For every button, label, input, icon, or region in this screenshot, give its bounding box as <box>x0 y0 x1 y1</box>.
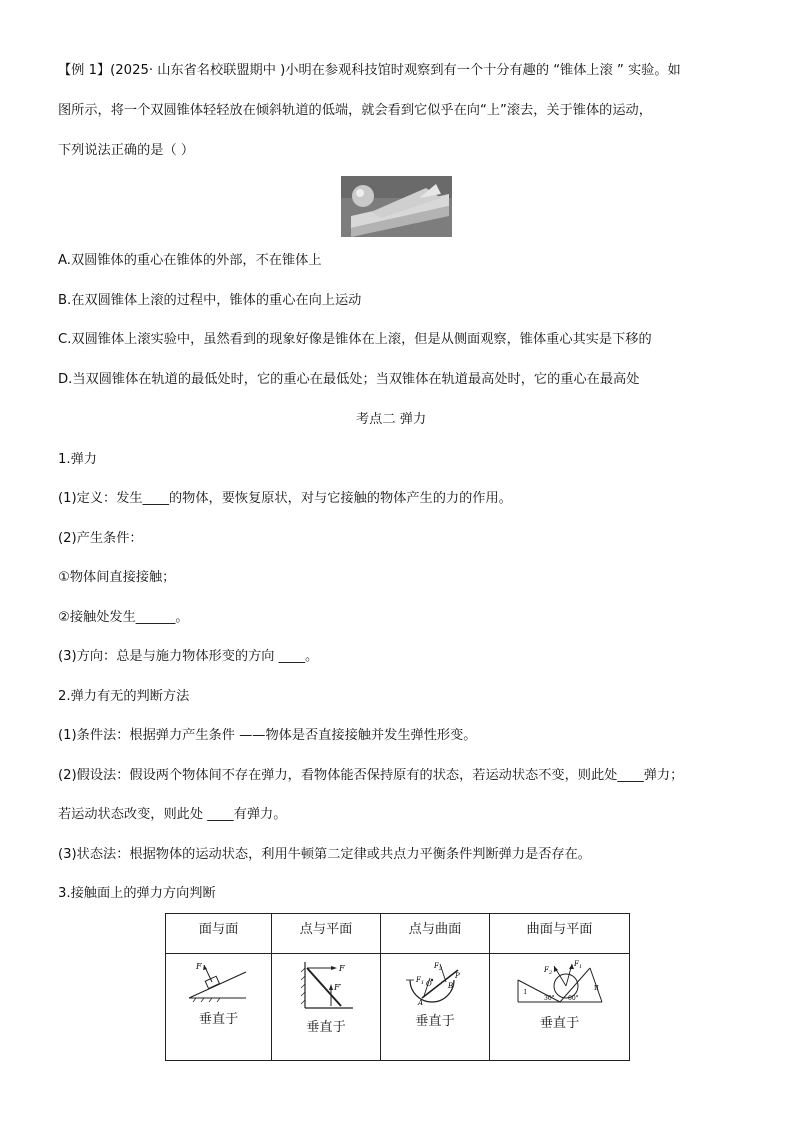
cone-experiment-photo <box>341 176 452 237</box>
force-label-f2: F <box>434 962 439 970</box>
angle-label-30: 30° <box>543 995 555 1002</box>
caption-point-curve: 垂直于 <box>415 1014 455 1029</box>
method-state: (3)状态法：根据物体的运动状态，利用牛顿第二定律或共点力平衡条件判断弹力是否存在。 <box>58 847 591 862</box>
force-label-f1: F <box>573 960 579 968</box>
cell-curve-plane <box>490 954 630 1061</box>
section-title: 考点二 弹力 <box>356 412 427 427</box>
point-label-o: O <box>426 980 432 988</box>
condition-2: ②接触处发生______。 <box>58 610 189 625</box>
example-line-2: 图所示，将一个双圆锥体轻轻放在倾斜轨道的低端，就会看到它似乎在向“上”滚去，关于锥体的运动， <box>58 103 652 118</box>
force-label-sub1: 1 <box>421 980 425 986</box>
force-label-f: F <box>339 964 345 973</box>
example-line-1: 【例 1】(2025· 山东省名校联盟期中 )小明在参观科技馆时观察到有一个十分有趣的 “锥体上滚 ” 实验。如 <box>58 63 681 78</box>
force-label-sub1: 1 <box>578 964 582 970</box>
cell-surface-surface <box>166 954 272 1061</box>
region-label-2: II <box>593 985 599 992</box>
caption-point-plane: 垂直于 <box>306 1020 346 1035</box>
heading-direction-judgment: 3.接触面上的弹力方向判断 <box>58 886 216 901</box>
option-c: C.双圆锥体上滚实验中，虽然看到的现象好像是锥体在上滚，但是从侧面观察，锥体重心其实是下移的 <box>58 332 652 347</box>
force-label-fprime: F′ <box>334 983 342 992</box>
definition-text: (1)定义：发生____的物体，要恢复原状，对与它接触的物体产生的力的作用。 <box>58 491 512 506</box>
heading-elastic-force: 1.弹力 <box>58 452 97 467</box>
force-label-f: F <box>195 962 202 971</box>
point-label-a: A <box>418 999 424 1006</box>
cell-point-plane <box>272 954 381 1061</box>
direction-text: (3)方向：总是与施力物体形变的方向 ____。 <box>58 649 319 664</box>
force-label-sub2: 2 <box>548 970 552 976</box>
ball-in-wedge-figure <box>514 960 606 1008</box>
condition-1: ①物体间直接接触； <box>58 570 176 585</box>
heading-judgment-methods: 2.弹力有无的判断方法 <box>58 689 190 704</box>
caption-curve-plane: 垂直于 <box>539 1016 580 1031</box>
option-b: B.在双圆锥体上滚的过程中，锥体的重心在向上运动 <box>58 293 362 308</box>
method-assumption-2: 若运动状态改变，则此处 ____有弹力。 <box>58 807 287 822</box>
header-point-plane: 点与平面 <box>272 914 381 954</box>
example-line-3: 下列说法正确的是（ ） <box>58 143 195 158</box>
cell-point-curve <box>381 954 490 1061</box>
header-curve-plane: 曲面与平面 <box>490 914 630 954</box>
region-label-1: I <box>523 989 526 996</box>
point-label-b: B <box>448 982 454 990</box>
method-condition: (1)条件法：根据弹力产生条件 ——物体是否直接接触并发生弹性形变。 <box>58 728 477 743</box>
option-a: A.双圆锥体的重心在锥体的外部，不在锥体上 <box>58 253 322 268</box>
conditions-heading: (2)产生条件： <box>58 531 143 546</box>
force-label-f1: F <box>416 976 421 984</box>
angle-label-60: 60° <box>567 995 579 1002</box>
point-label-p: P <box>455 972 460 980</box>
caption-surface-surface: 垂直于 <box>198 1012 239 1027</box>
rod-against-wall-figure <box>291 960 361 1012</box>
force-label-f2: F <box>543 966 549 974</box>
option-d: D.当双圆锥体在轨道的最低处时，它的重心在最低处；当双锥体在轨道最高处时，它的重心在最高处 <box>58 372 640 387</box>
block-on-incline-figure <box>184 960 254 1004</box>
force-label-sub2: 2 <box>439 966 443 972</box>
rod-in-bowl-figure <box>400 960 470 1006</box>
header-surface-surface: 面与面 <box>166 914 272 954</box>
header-point-curve: 点与曲面 <box>381 914 490 954</box>
contact-direction-table <box>165 913 630 1061</box>
method-assumption-1: (2)假设法：假设两个物体间不存在弹力，看物体能否保持原有的状态，若运动状态不变，则此处____弹力； <box>58 768 684 783</box>
